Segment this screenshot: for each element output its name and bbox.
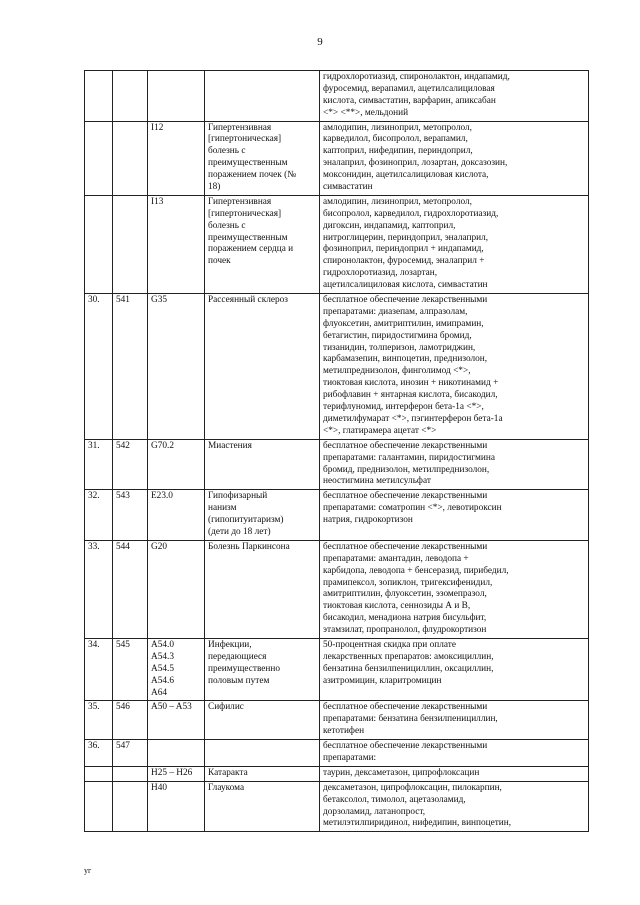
cell-code: A54.0 A54.3 A54.5 A54.6 A64: [148, 638, 205, 700]
cell-treatment: бесплатное обеспечение лекарственными препаратами: бензатина бензилпенициллин, кетотифен: [320, 701, 589, 740]
cell-code: G70.2: [148, 439, 205, 490]
cell-id: 544: [113, 540, 148, 638]
cell-code: I13: [148, 195, 205, 293]
cell-id: [113, 71, 148, 122]
cell-id: 546: [113, 701, 148, 740]
cell-treatment: бесплатное обеспечение лекарственными препаратами: соматропин <*>, левотироксин натрия, гидрокортизон: [320, 490, 589, 541]
benefits-table: [84, 70, 589, 832]
cell-code: G20: [148, 540, 205, 638]
cell-num: [85, 766, 113, 781]
cell-treatment: 50-процентная скидка при оплате лекарственных препаратов: амоксициллин, бензатина бензилпенициллин, оксациллин, азитромицин, кларитромицин: [320, 638, 589, 700]
table-row: [85, 766, 589, 781]
cell-disease: Инфекции, передающиеся преимущественно половым путем: [205, 638, 320, 700]
cell-disease: Гипертензивная [гипертоническая] болезнь с преимущественным поражением почек (№ 18): [205, 121, 320, 195]
cell-disease: Болезнь Паркинсона: [205, 540, 320, 638]
cell-disease: [205, 740, 320, 767]
cell-num: [85, 195, 113, 293]
cell-disease: Катаракта: [205, 766, 320, 781]
cell-num: 33.: [85, 540, 113, 638]
table-row: [85, 71, 589, 122]
table-row: [85, 490, 589, 541]
cell-code: G35: [148, 294, 205, 440]
cell-id: 547: [113, 740, 148, 767]
table-row: [85, 781, 589, 832]
table-row: [85, 701, 589, 740]
cell-id: 543: [113, 490, 148, 541]
cell-num: [85, 781, 113, 832]
cell-disease: Рассеянный склероз: [205, 294, 320, 440]
table-row: [85, 121, 589, 195]
cell-num: 34.: [85, 638, 113, 700]
table-row: [85, 439, 589, 490]
cell-disease: Глаукома: [205, 781, 320, 832]
cell-disease: Миастения: [205, 439, 320, 490]
cell-code: [148, 740, 205, 767]
cell-num: [85, 121, 113, 195]
cell-id: [113, 121, 148, 195]
table-row: [85, 540, 589, 638]
cell-treatment: гидрохлоротиазид, спиронолактон, индапамид, фуросемид, верапамил, ацетилсалициловая кислота, симвастатин, варфарин, апиксабан <*> <**>, мельдоний: [320, 71, 589, 122]
cell-treatment: дексаметазон, ципрофлоксацин, пилокарпин, бетаксолол, тимолол, ацетазоламид, дорзоламид, латанопрост, метилэтилпиридинол, нифедипин, винпоцетин,: [320, 781, 589, 832]
bottom-mark: уг: [84, 866, 92, 875]
table-row: [85, 195, 589, 293]
cell-disease: Гипертензивная [гипертоническая] болезнь с преимущественным поражением сердца и почек: [205, 195, 320, 293]
cell-treatment: бесплатное обеспечение лекарственными препаратами: амантадин, леводопа + карбидопа, леводопа + бенсеразид, пирибедил, прамипексол, зопиклон, тригексифенидил, амитриптилин, флуоксетин, эзомепразол, тиоктовая кислота, сеннозиды А и В, бисакодил, менадиона натрия бисульфит, этамзилат, пропранолол, флудрокортизон: [320, 540, 589, 638]
cell-treatment: амлодипин, лизиноприл, метопролол, бисопролол, карведилол, гидрохлоротиазид, дигоксин, индапамид, каптоприл, нитроглицерин, периндоприл, эналаприл, фозиноприл, периндоприл + индапамид, спиронолактон, фуросемид, эналаприл + гидрохлоротиазид, лозартан, ацетилсалициловая кислота, симвастатин: [320, 195, 589, 293]
cell-code: [148, 71, 205, 122]
cell-id: 542: [113, 439, 148, 490]
cell-id: 545: [113, 638, 148, 700]
table-row: [85, 740, 589, 767]
cell-treatment: таурин, дексаметазон, ципрофлоксацин: [320, 766, 589, 781]
cell-num: 36.: [85, 740, 113, 767]
cell-code: A50 – A53: [148, 701, 205, 740]
cell-treatment: амлодипин, лизиноприл, метопролол, карведилол, бисопролол, верапамил, каптоприл, нифедипин, периндоприл, эналаприл, фозиноприл, лозартан, доксазозин, моксонидин, ацетилсалициловая кислота, симвастатин: [320, 121, 589, 195]
page-number: 9: [317, 36, 323, 48]
cell-id: [113, 195, 148, 293]
cell-id: 541: [113, 294, 148, 440]
cell-code: I12: [148, 121, 205, 195]
cell-code: E23.0: [148, 490, 205, 541]
cell-disease: [205, 71, 320, 122]
cell-num: 30.: [85, 294, 113, 440]
table-row: [85, 638, 589, 700]
cell-num: [85, 71, 113, 122]
cell-treatment: бесплатное обеспечение лекарственными препаратами: диазепам, алпразолам, флуоксетин, амитриптилин, имипрамин, бетагистин, пиридостигмина бромид, тизанидин, толперизон, ламотриджин, карбамазепин, винпоцетин, преднизолон, метилпреднизолон, финголимод <*>, тиоктовая кислота, инозин + никотинамид + рибофлавин + янтарная кислота, бисакодил, терифлуномид, интерферон бета-1а <*>, диметилфумарат <*>, пэгинтерферон бета-1а <*>, глатирамера ацетат <*>: [320, 294, 589, 440]
cell-num: 35.: [85, 701, 113, 740]
cell-disease: Гипофизарный нанизм (гипопитуитаризм) (дети до 18 лет): [205, 490, 320, 541]
cell-code: H25 – H26: [148, 766, 205, 781]
cell-num: 31.: [85, 439, 113, 490]
cell-disease: Сифилис: [205, 701, 320, 740]
cell-num: 32.: [85, 490, 113, 541]
cell-treatment: бесплатное обеспечение лекарственными препаратами: галантамин, пиридостигмина бромид, преднизолон, метилпреднизолон, неостигмина метилсульфат: [320, 439, 589, 490]
cell-treatment: бесплатное обеспечение лекарственными препаратами:: [320, 740, 589, 767]
cell-id: [113, 766, 148, 781]
cell-id: [113, 781, 148, 832]
cell-code: H40: [148, 781, 205, 832]
table-row: [85, 294, 589, 440]
